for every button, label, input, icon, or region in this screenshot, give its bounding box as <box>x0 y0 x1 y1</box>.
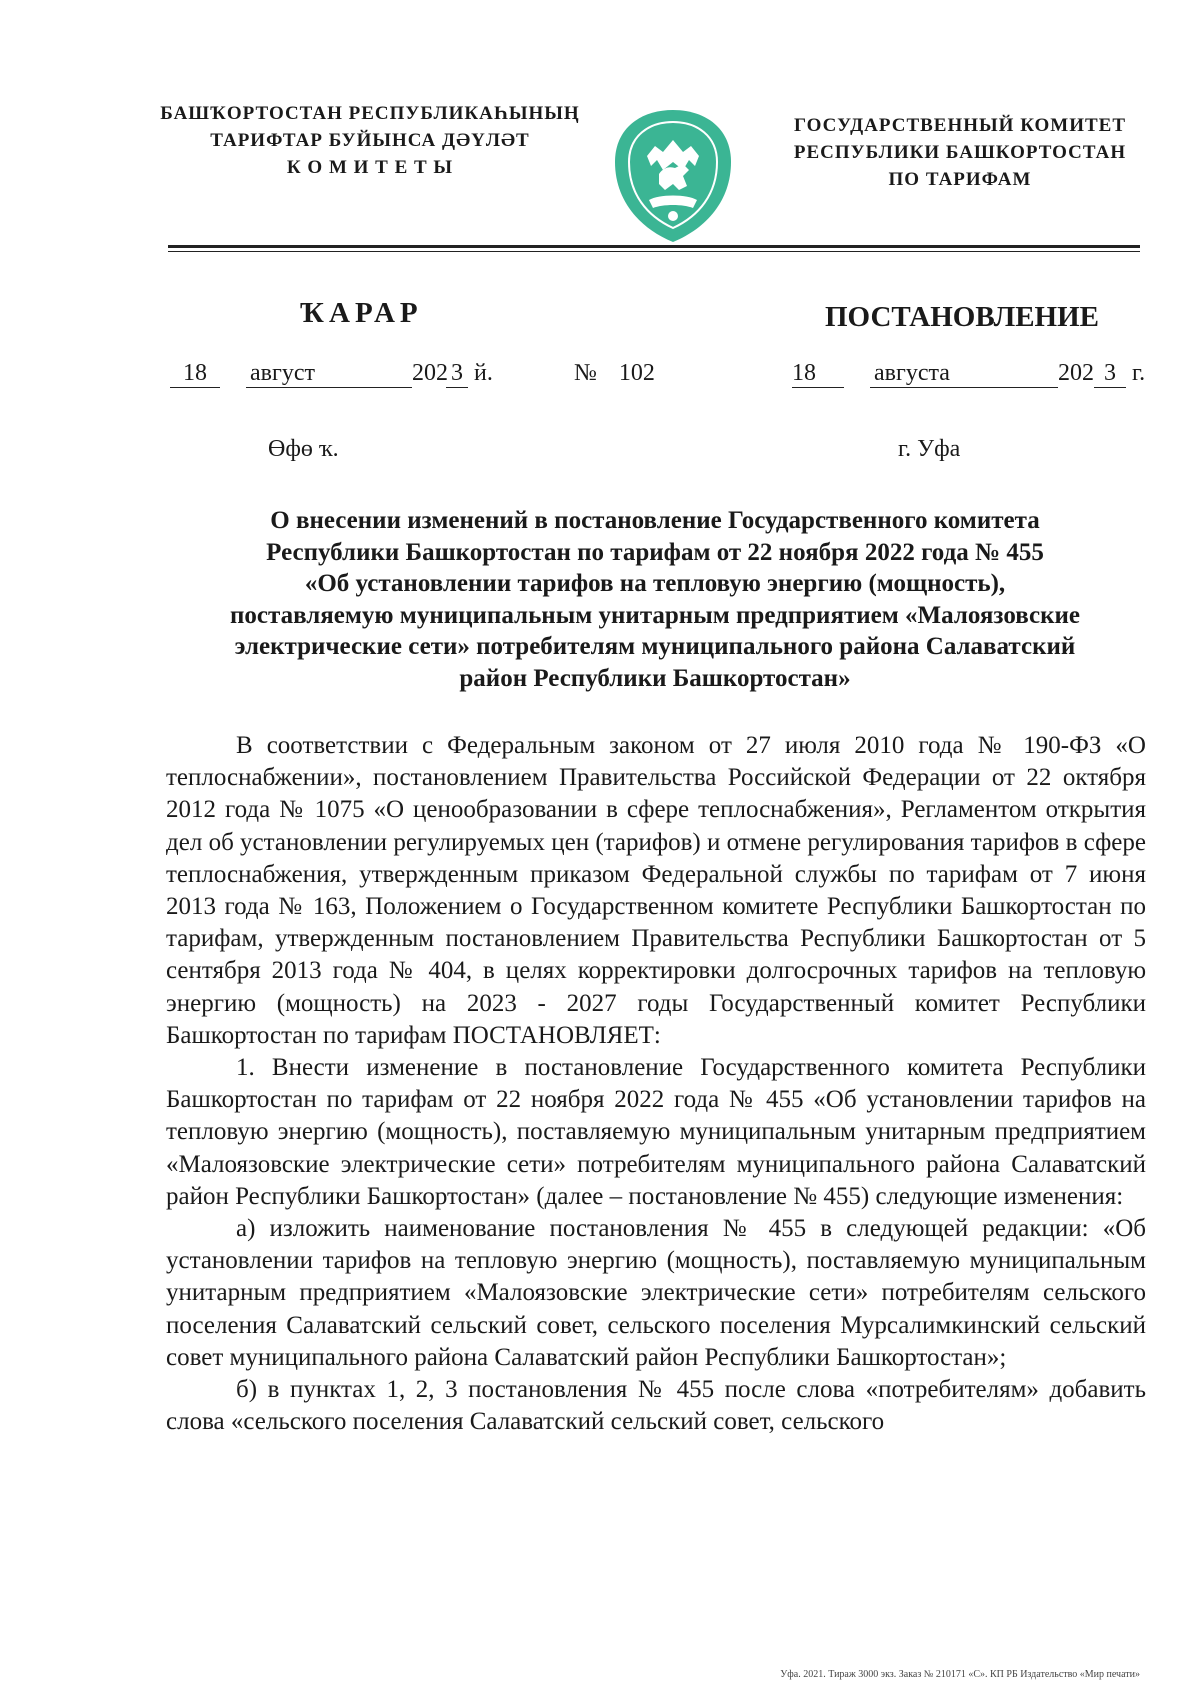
header-left-line: ТАРИФТАР БУЙЫНСА ДӘҮЛӘТ <box>210 130 530 151</box>
date-month: августа <box>870 360 1058 388</box>
date-year-digit: 3 <box>1094 360 1126 388</box>
subject-line: район Республики Башкортостан» <box>459 664 851 692</box>
date-left <box>170 360 493 388</box>
header-divider-thin <box>168 251 1140 252</box>
number-sign: № <box>574 360 597 386</box>
doc-number <box>574 360 655 387</box>
subject-line: поставляемую муниципальным унитарным предприятием «Малоязовские <box>230 601 1080 629</box>
date-day: 18 <box>170 360 220 388</box>
header-right-line: ГОСУДАРСТВЕННЫЙ КОМИТЕТ <box>793 115 1127 136</box>
subject-line: Республики Башкортостан по тарифам от 22 ноября 2022 года № 455 <box>266 538 1044 566</box>
number-value: 102 <box>618 360 655 386</box>
doc-title-russian: ПОСТАНОВЛЕНИЕ <box>825 301 1100 333</box>
date-suffix: г. <box>1132 360 1146 386</box>
doc-title-bashkir: ҠАРАР <box>300 297 423 329</box>
date-right <box>792 360 1145 388</box>
header-divider <box>168 245 1140 248</box>
subject-line: электрические сети» потребителям муниципального района Салаватский <box>234 633 1076 660</box>
body-paragraph: В соответствии с Федеральным законом от 27 июля 2010 года № 190-ФЗ «О теплоснабжении», постановлением Правительства Российской Федерации от 22 октября 2012 года № 1075 «О ценообразовании в сфере теплоснабжения», Регламентом открытия дел об установлении регулируемых цен (тарифов) и отмене регулирования тарифов в сфере теплоснабжения, утвержденным приказом Федеральной службы по тарифам от 7 июня 2013 года № 163, Положением о Государственном комитете Республики Башкортостан по тарифам, утвержденным постановлением Правительства Республики Башкортостан от 5 сентября 2013 года № 404, в целях корректировки долгосрочных тарифов на тепловую энергию (мощность) на 2023 - 2027 годы Государственный комитет Республики Башкортостан по тарифам ПОСТАНОВЛЯЕТ: <box>166 732 1146 1049</box>
header-left-line: К О М И Т Е Т Ы <box>286 157 454 178</box>
subject-line: «Об установлении тарифов на тепловую энергию (мощность), <box>304 570 1006 597</box>
date-year-prefix: 202 <box>1058 360 1094 386</box>
header-right-line: ПО ТАРИФАМ <box>888 169 1032 190</box>
date-suffix: й. <box>474 360 493 386</box>
date-year-prefix: 202 <box>412 360 448 386</box>
document-body <box>166 730 1146 1438</box>
date-year-digit: 3 <box>446 360 468 388</box>
document-subject <box>170 505 1140 694</box>
coat-of-arms-icon <box>603 100 743 250</box>
header-left-block <box>160 100 580 181</box>
body-paragraph: 1. Внести изменение в постановление Государственного комитета Республики Башкортостан по тарифам от 22 ноября 2022 года № 455 «Об установлении тарифов на тепловую энергию (мощность), поставляемую муниципальным унитарным предприятием «Малоязовские электрические сети» потребителям муниципального района Салаватский район Республики Башкортостан» (далее – постановление № 455) следующие изменения: <box>166 1054 1146 1210</box>
city-right: г. Уфа <box>898 436 961 462</box>
date-day: 18 <box>792 360 844 388</box>
body-paragraph: б) в пунктах 1, 2, 3 постановления № 455 после слова «потребителям» добавить слова «сельского поселения Салаватский сельский совет, сельского <box>166 1376 1146 1436</box>
city-left: Өфө ҡ. <box>268 436 339 462</box>
print-imprint: Уфа. 2021. Тираж 3000 экз. Заказ № 210171 «С». КП РБ Издательство «Мир печати» <box>780 1669 1140 1680</box>
body-paragraph: а) изложить наименование постановления № 455 в следующей редакции: «Об установлении тарифов на тепловую энергию (мощность), поставляемую муниципальным унитарным предприятием «Малоязовские электрические сети» потребителям сельского поселения Салаватский сельский совет, сельского поселения Мурсалимкинский сельский совет муниципального района Салаватский район Республики Башкортостан»; <box>166 1215 1146 1371</box>
header-right-line: РЕСПУБЛИКИ БАШКОРТОСТАН <box>793 142 1127 163</box>
header-left-line: БАШҠОРТОСТАН РЕСПУБЛИКАҺЫНЫҢ <box>160 103 580 124</box>
header-right-block <box>770 112 1150 193</box>
subject-line: О внесении изменений в постановление Государственного комитета <box>270 507 1040 534</box>
date-month: август <box>246 360 412 388</box>
